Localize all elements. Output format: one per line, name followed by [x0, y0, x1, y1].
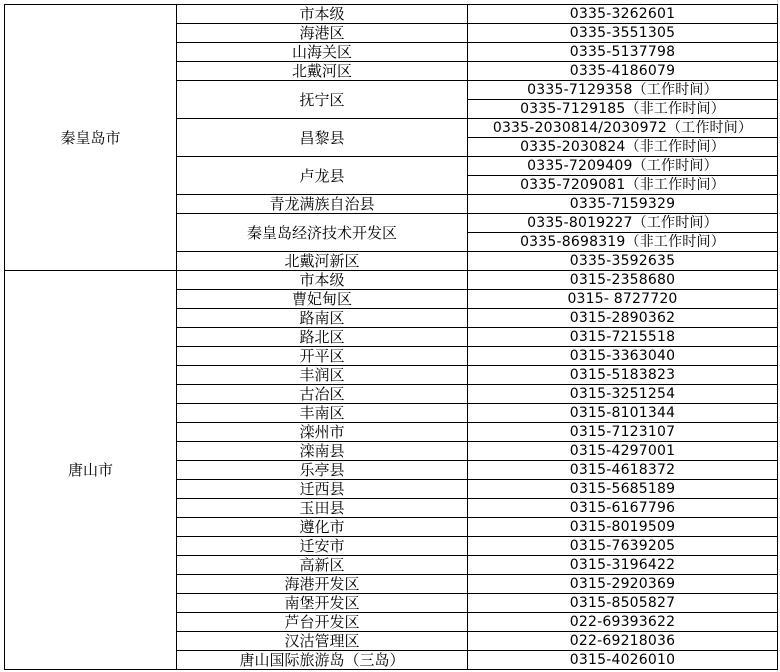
phone-cell[interactable]: 0315-4618372: [468, 461, 778, 480]
phone-cell[interactable]: 0335-7209409（工作时间）: [468, 157, 778, 176]
phone-cell[interactable]: 0315-7639205: [468, 537, 778, 556]
phone-cell[interactable]: 0335-3262601: [468, 5, 778, 24]
phone-cell[interactable]: 0315-8505827: [468, 594, 778, 613]
phone-cell[interactable]: 0335-2030824（非工作时间）: [468, 138, 778, 157]
phone-cell[interactable]: 0315-2358680: [468, 271, 778, 290]
phone-cell[interactable]: 0315-8101344: [468, 404, 778, 423]
district-cell[interactable]: 抚宁区: [177, 81, 468, 119]
contact-table: [4, 4, 778, 670]
district-cell[interactable]: 海港区: [177, 24, 468, 43]
phone-cell[interactable]: 0315-3251254: [468, 385, 778, 404]
district-cell[interactable]: 南堡开发区: [177, 594, 468, 613]
district-cell[interactable]: 卢龙县: [177, 157, 468, 195]
district-cell[interactable]: 芦台开发区: [177, 613, 468, 632]
phone-cell[interactable]: 0335-2030814/2030972（工作时间）: [468, 119, 778, 138]
phone-cell[interactable]: 0315-6167796: [468, 499, 778, 518]
district-cell[interactable]: 汉沽管理区: [177, 632, 468, 651]
district-cell[interactable]: 丰南区: [177, 404, 468, 423]
phone-cell[interactable]: 0335-5137798: [468, 43, 778, 62]
phone-cell[interactable]: 0335-3592635: [468, 252, 778, 271]
district-cell[interactable]: 曹妃甸区: [177, 290, 468, 309]
district-cell[interactable]: 唐山国际旅游岛（三岛）: [177, 651, 468, 670]
phone-cell[interactable]: 0335-7129185（非工作时间）: [468, 100, 778, 119]
district-cell[interactable]: 青龙满族自治县: [177, 195, 468, 214]
district-cell[interactable]: 海港开发区: [177, 575, 468, 594]
district-cell[interactable]: 北戴河新区: [177, 252, 468, 271]
table-row: [5, 271, 778, 290]
phone-cell[interactable]: 0315-7215518: [468, 328, 778, 347]
city-cell[interactable]: 秦皇岛市: [5, 5, 177, 271]
phone-cell[interactable]: 0315-4297001: [468, 442, 778, 461]
phone-cell[interactable]: 0315-3196422: [468, 556, 778, 575]
phone-cell[interactable]: 0315-7123107: [468, 423, 778, 442]
phone-cell[interactable]: 022-69218036: [468, 632, 778, 651]
table-body: [5, 5, 778, 670]
district-cell[interactable]: 滦南县: [177, 442, 468, 461]
district-cell[interactable]: 迁安市: [177, 537, 468, 556]
phone-cell[interactable]: 022-69393622: [468, 613, 778, 632]
phone-cell[interactable]: 0335-7129358（工作时间）: [468, 81, 778, 100]
district-cell[interactable]: 滦州市: [177, 423, 468, 442]
phone-cell[interactable]: 0315-2920369: [468, 575, 778, 594]
phone-cell[interactable]: 0335-4186079: [468, 62, 778, 81]
district-cell[interactable]: 路南区: [177, 309, 468, 328]
district-cell[interactable]: 乐亭县: [177, 461, 468, 480]
district-cell[interactable]: 遵化市: [177, 518, 468, 537]
district-cell[interactable]: 秦皇岛经济技术开发区: [177, 214, 468, 252]
district-cell[interactable]: 昌黎县: [177, 119, 468, 157]
district-cell[interactable]: 古冶区: [177, 385, 468, 404]
district-cell[interactable]: 高新区: [177, 556, 468, 575]
district-cell[interactable]: 丰润区: [177, 366, 468, 385]
district-cell[interactable]: 迁西县: [177, 480, 468, 499]
table-row: [5, 5, 778, 24]
phone-cell[interactable]: 0315-3363040: [468, 347, 778, 366]
city-cell[interactable]: 唐山市: [5, 271, 177, 670]
district-cell[interactable]: 开平区: [177, 347, 468, 366]
phone-cell[interactable]: 0315-5685189: [468, 480, 778, 499]
phone-cell[interactable]: 0315-5183823: [468, 366, 778, 385]
district-cell[interactable]: 玉田县: [177, 499, 468, 518]
phone-cell[interactable]: 0315- 8727720: [468, 290, 778, 309]
phone-cell[interactable]: 0315-2890362: [468, 309, 778, 328]
district-cell[interactable]: 市本级: [177, 5, 468, 24]
district-cell[interactable]: 山海关区: [177, 43, 468, 62]
district-cell[interactable]: 市本级: [177, 271, 468, 290]
phone-cell[interactable]: 0315-8019509: [468, 518, 778, 537]
phone-cell[interactable]: 0335-8698319（非工作时间）: [468, 233, 778, 252]
phone-cell[interactable]: 0335-3551305: [468, 24, 778, 43]
phone-cell[interactable]: 0335-7159329: [468, 195, 778, 214]
phone-cell[interactable]: 0335-8019227（工作时间）: [468, 214, 778, 233]
phone-cell[interactable]: 0315-4026010: [468, 651, 778, 670]
phone-cell[interactable]: 0335-7209081（非工作时间）: [468, 176, 778, 195]
district-cell[interactable]: 北戴河区: [177, 62, 468, 81]
district-cell[interactable]: 路北区: [177, 328, 468, 347]
